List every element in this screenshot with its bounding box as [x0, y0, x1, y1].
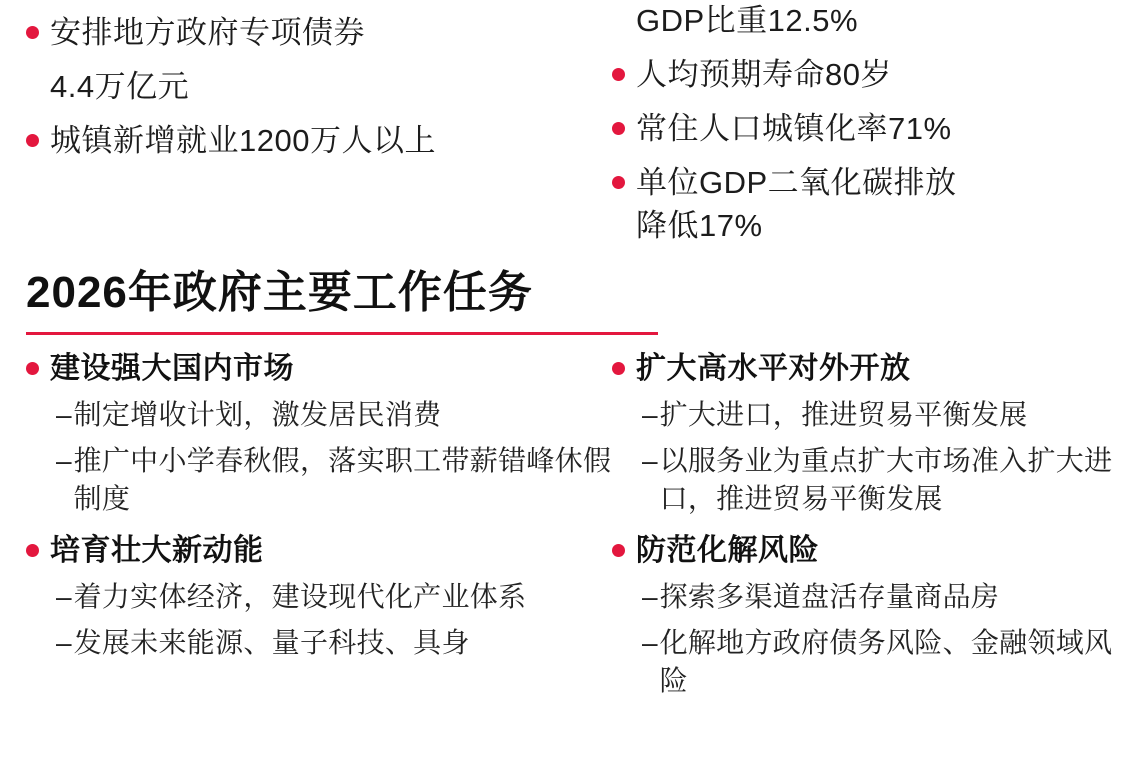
- top-metrics-area: [0, 0, 1140, 259]
- task-point: [56, 442, 612, 518]
- list-item: [612, 54, 1114, 96]
- task-point-label: 发展未来能源、量子科技、具身: [73, 627, 470, 659]
- tasks-area: [0, 335, 1140, 714]
- dash-icon: –: [56, 627, 72, 659]
- task-title: 防范化解风险: [636, 534, 819, 568]
- bullet-dot-icon: [612, 544, 625, 557]
- bullet-dot-icon: [26, 26, 39, 39]
- list-item: [612, 108, 1114, 150]
- tasks-right-column: [612, 349, 1114, 714]
- dash-icon: –: [56, 581, 72, 613]
- task-point: [642, 578, 1114, 616]
- task-point-label: 着力实体经济，建设现代化产业体系: [73, 581, 527, 613]
- bullet-dot-icon: [612, 362, 625, 375]
- task-group: [26, 531, 612, 662]
- bullet-dot-icon: [26, 362, 39, 375]
- task-point: [56, 624, 612, 662]
- task-point: [642, 624, 1114, 700]
- top-metrics-left-column: [26, 0, 612, 259]
- list-item-label: 人均预期寿命80岁: [636, 56, 892, 92]
- dash-icon: –: [56, 444, 72, 476]
- top-metrics-right-column: [612, 0, 1114, 259]
- dash-icon: –: [642, 581, 658, 613]
- task-group: [612, 349, 1114, 517]
- list-item-continuation: GDP比重12.5%: [636, 3, 859, 38]
- bullet-dot-icon: [612, 176, 625, 189]
- dash-icon: –: [642, 399, 658, 431]
- task-point-label: 以服务业为重点扩大市场准入扩大进口，推进贸易平衡发展: [659, 444, 1113, 514]
- tasks-left-column: [26, 349, 612, 714]
- bullet-dot-icon: [26, 544, 39, 557]
- task-point-label: 推广中小学春秋假，落实职工带薪错峰休假制度: [73, 444, 612, 514]
- task-point: [56, 396, 612, 434]
- bullet-dot-icon: [26, 134, 39, 147]
- task-point: [642, 442, 1114, 518]
- task-title-row: [612, 349, 1114, 388]
- section-header: [26, 267, 1114, 335]
- page-title: 2026年政府主要工作任务: [26, 268, 533, 318]
- task-title-row: [26, 349, 612, 388]
- list-item: [612, 162, 1114, 204]
- list-item-label: 城镇新增就业1200万人以上: [50, 122, 436, 158]
- bullet-dot-icon: [612, 68, 625, 81]
- list-item: [26, 120, 612, 162]
- task-point-label: 化解地方政府债务风险、金融领域风险: [659, 627, 1113, 696]
- task-point: [642, 396, 1114, 434]
- list-item: [26, 12, 612, 54]
- task-group: [26, 349, 612, 517]
- task-point-label: 制定增收计划，激发居民消费: [73, 399, 442, 431]
- task-group: [612, 531, 1114, 699]
- task-point: [56, 578, 612, 616]
- task-point-label: 扩大进口，推进贸易平衡发展: [659, 399, 1028, 431]
- dash-icon: –: [56, 399, 72, 431]
- task-title: 培育壮大新动能: [50, 534, 264, 568]
- task-point-label: 探索多渠道盘活存量商品房: [659, 581, 1000, 613]
- task-title-row: [612, 531, 1114, 570]
- list-item-label: 常住人口城镇化率71%: [636, 110, 952, 146]
- dash-icon: –: [642, 444, 658, 476]
- dash-icon: –: [642, 627, 658, 659]
- list-item-label: 安排地方政府专项债券: [50, 15, 365, 50]
- list-item-label: 单位GDP二氧化碳排放: [636, 164, 957, 200]
- task-title: 建设强大国内市场: [50, 352, 294, 386]
- list-item-continuation: 降低17%: [636, 208, 763, 244]
- bullet-dot-icon: [612, 122, 625, 135]
- task-title: 扩大高水平对外开放: [636, 352, 911, 386]
- list-item-continuation: 4.4万亿元: [50, 68, 190, 104]
- task-title-row: [26, 531, 612, 570]
